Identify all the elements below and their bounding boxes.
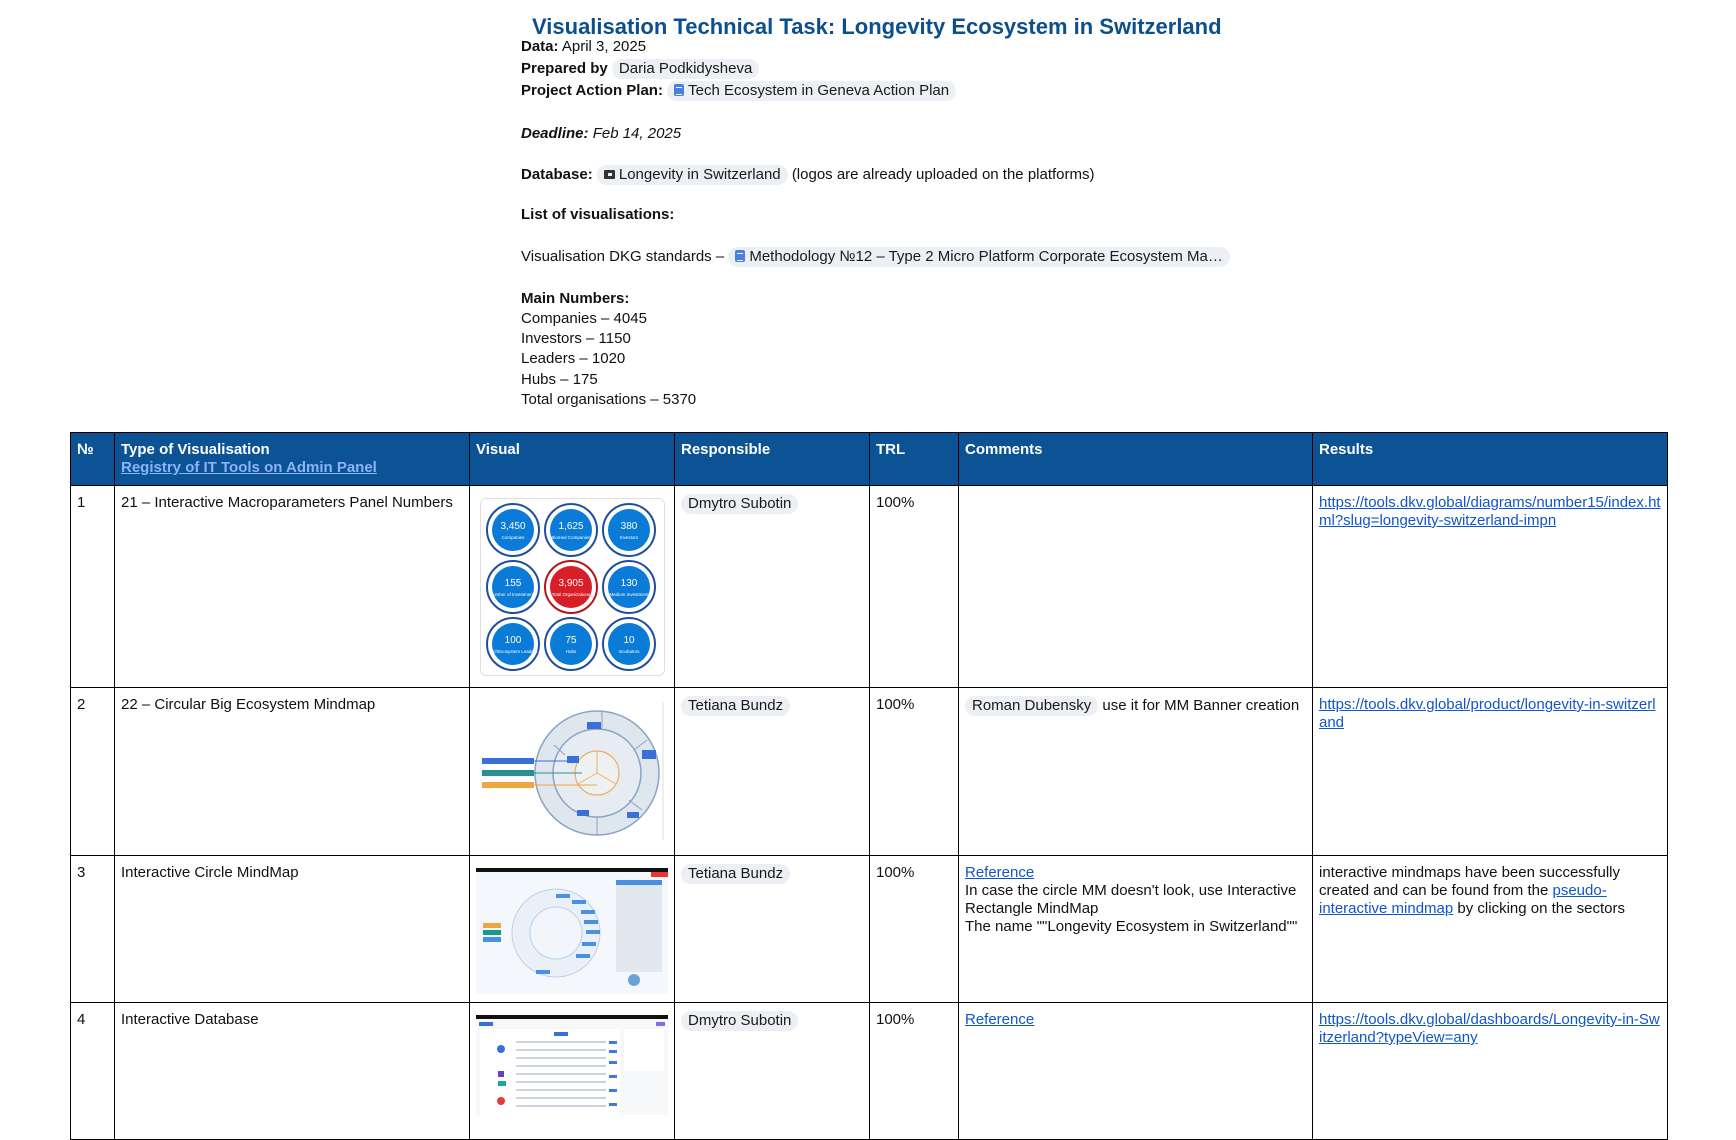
deadline-label: Deadline:	[521, 125, 589, 142]
row-type: Interactive Database	[115, 1003, 470, 1140]
main-numbers-1: Investors – 1150	[521, 330, 631, 347]
interactive-mindmap-screenshot[interactable]	[476, 868, 668, 994]
row-responsible	[675, 688, 870, 856]
panel-bubble	[545, 618, 597, 670]
standards-line	[521, 247, 1230, 267]
table-row	[71, 688, 1668, 856]
row-number: 1	[71, 486, 115, 688]
header-responsible: Responsible	[675, 433, 870, 486]
row-number: 4	[71, 1003, 115, 1140]
registry-link[interactable]: Registry of IT Tools on Admin Panel	[121, 459, 377, 476]
date-value: April 3, 2025	[561, 38, 647, 55]
row-trl: 100%	[870, 486, 959, 688]
row-number: 2	[71, 688, 115, 856]
row-trl: 100%	[870, 688, 959, 856]
person-chip[interactable]: Dmytro Subotin	[681, 1011, 798, 1031]
deadline-line	[521, 124, 681, 144]
document-icon	[735, 250, 745, 262]
panel-bubble-value: 155	[504, 578, 521, 589]
panel-bubble-value: 3,905	[557, 578, 584, 589]
panel-bubble	[603, 561, 655, 613]
panel-bubble-value: 100	[504, 635, 521, 646]
plan-line	[521, 81, 956, 101]
header-comments: Comments	[959, 433, 1313, 486]
row-comments	[959, 486, 1313, 688]
results-text-end: by clicking on the sectors	[1457, 900, 1625, 917]
table-row	[71, 856, 1668, 1003]
plan-doc-chip[interactable]	[667, 81, 956, 101]
panel-bubble-label: TechEcosystem Leaders	[487, 649, 538, 654]
row-results	[1313, 688, 1668, 856]
panel-bubble-label: Incubators	[617, 649, 640, 654]
row-number: 3	[71, 856, 115, 1003]
reference-link[interactable]: Reference	[965, 1011, 1035, 1028]
comment-text: In case the circle MM doesn't look, use Interactive Rectangle MindMap	[965, 882, 1297, 917]
person-chip[interactable]: Dmytro Subotin	[681, 494, 798, 514]
date-label: Data:	[521, 38, 559, 55]
database-line	[521, 165, 1095, 185]
main-numbers-4: Total organisations – 5370	[521, 391, 697, 408]
methodology-doc-title: Methodology №12 – Type 2 Micro Platform Corporate Ecosystem Ma…	[749, 248, 1223, 265]
row-results	[1313, 486, 1668, 688]
header-type	[115, 433, 470, 486]
table-row	[71, 486, 1668, 688]
row-results	[1313, 856, 1668, 1003]
row-comments	[959, 1003, 1313, 1140]
row-visual	[470, 486, 675, 688]
panel-bubble	[603, 504, 655, 556]
table-header-row	[71, 433, 1668, 486]
panel-bubble-value: 10	[622, 635, 635, 646]
header-trl: TRL	[870, 433, 959, 486]
database-note: (logos are already uploaded on the platforms)	[791, 166, 1095, 183]
person-chip[interactable]: Roman Dubensky	[965, 696, 1098, 716]
row-type: 21 – Interactive Macroparameters Panel Numbers	[115, 486, 470, 688]
panel-bubble-label: Hubs	[565, 649, 576, 654]
panel-bubble-label: Investors	[619, 535, 638, 540]
row-visual	[470, 1003, 675, 1140]
row-type: Interactive Circle MindMap	[115, 856, 470, 1003]
row-trl: 100%	[870, 1003, 959, 1140]
list-label: List of visualisations:	[521, 206, 675, 223]
deadline-value: Feb 14, 2025	[592, 125, 682, 142]
folder-icon	[604, 170, 615, 179]
row-results	[1313, 1003, 1668, 1140]
visualisation-table	[70, 432, 1668, 1140]
row-comments	[959, 856, 1313, 1003]
panel-bubble	[487, 561, 539, 613]
table-row	[71, 1003, 1668, 1140]
row-responsible	[675, 856, 870, 1003]
document-icon	[674, 84, 684, 96]
header-type-label: Type of Visualisation	[121, 441, 270, 458]
person-chip-prepared[interactable]: Daria Podkidysheva	[612, 59, 759, 79]
panel-bubble	[545, 504, 597, 556]
prepared-line	[521, 59, 759, 79]
panel-bubble-value: 1,625	[557, 521, 584, 532]
panel-bubble-label: Number of Investments	[489, 592, 536, 597]
comment-text: use it for MM Banner creation	[1102, 697, 1300, 714]
database-folder-title: Longevity in Switzerland	[618, 166, 781, 183]
results-text: interactive mindmaps have been successfully created and can be found from the	[1319, 864, 1620, 899]
panel-bubble-value: 380	[620, 521, 637, 532]
panel-bubble-value: 75	[564, 635, 577, 646]
results-link[interactable]: https://tools.dkv.global/diagrams/number15/index.html?slug=longevity-switzerland-impn	[1319, 494, 1661, 529]
header-visual: Visual	[470, 433, 675, 486]
pseudo-mindmap-link[interactable]: pseudo-interactive mindmap	[1319, 882, 1607, 917]
plan-doc-title: Tech Ecosystem in Geneva Action Plan	[688, 82, 950, 99]
standards-label: Visualisation DKG standards –	[521, 248, 725, 265]
header-results: Results	[1313, 433, 1668, 486]
panel-bubble-label: Biomed Companies	[550, 535, 591, 540]
header-num: №	[71, 433, 115, 486]
main-numbers-2: Leaders – 1020	[521, 350, 626, 367]
results-link[interactable]: https://tools.dkv.global/dashboards/Longevity-in-Switzerland?typeView=any	[1319, 1011, 1660, 1046]
main-numbers-label: Main Numbers:	[521, 290, 630, 307]
row-trl: 100%	[870, 856, 959, 1003]
reference-link[interactable]: Reference	[965, 864, 1035, 881]
panel-bubble	[603, 618, 655, 670]
plan-label: Project Action Plan:	[521, 82, 663, 99]
circular-mindmap-thumbnail[interactable]	[477, 700, 667, 846]
row-comments	[959, 688, 1313, 856]
panel-bubble-value: 130	[620, 578, 637, 589]
panel-bubble-label: Companies	[501, 535, 524, 540]
row-visual	[470, 688, 675, 856]
database-label: Database:	[521, 166, 593, 183]
database-folder-chip[interactable]	[597, 165, 788, 185]
panel-bubble-label: Total Organizations	[551, 592, 590, 597]
main-numbers-heading	[521, 289, 629, 309]
panel-bubble-label: Medium Investment	[608, 592, 649, 597]
document-title: Visualisation Technical Task: Longevity Ecosystem in Switzerland	[532, 14, 1222, 39]
row-type: 22 – Circular Big Ecosystem Mindmap	[115, 688, 470, 856]
interactive-database-screenshot[interactable]	[476, 1015, 668, 1115]
results-link[interactable]: https://tools.dkv.global/product/longevity-in-switzerland	[1319, 696, 1656, 731]
main-numbers-3: Hubs – 175	[521, 371, 598, 388]
row-responsible	[675, 486, 870, 688]
date-line	[521, 37, 646, 57]
panel-bubble	[545, 561, 597, 613]
panel-bubble-value: 3,450	[499, 521, 526, 532]
methodology-doc-chip[interactable]	[728, 247, 1230, 267]
macroparameters-panel-thumbnail[interactable]	[480, 498, 665, 676]
main-numbers-0: Companies – 4045	[521, 310, 647, 327]
list-line	[521, 205, 674, 225]
comment-name-text: The name ""Longevity Ecosystem in Switzerland""	[965, 918, 1298, 935]
person-chip[interactable]: Tetiana Bundz	[681, 864, 790, 884]
panel-bubble	[487, 618, 539, 670]
prepared-label: Prepared by	[521, 60, 608, 77]
row-visual	[470, 856, 675, 1003]
row-responsible	[675, 1003, 870, 1140]
person-chip[interactable]: Tetiana Bundz	[681, 696, 790, 716]
panel-bubble	[487, 504, 539, 556]
